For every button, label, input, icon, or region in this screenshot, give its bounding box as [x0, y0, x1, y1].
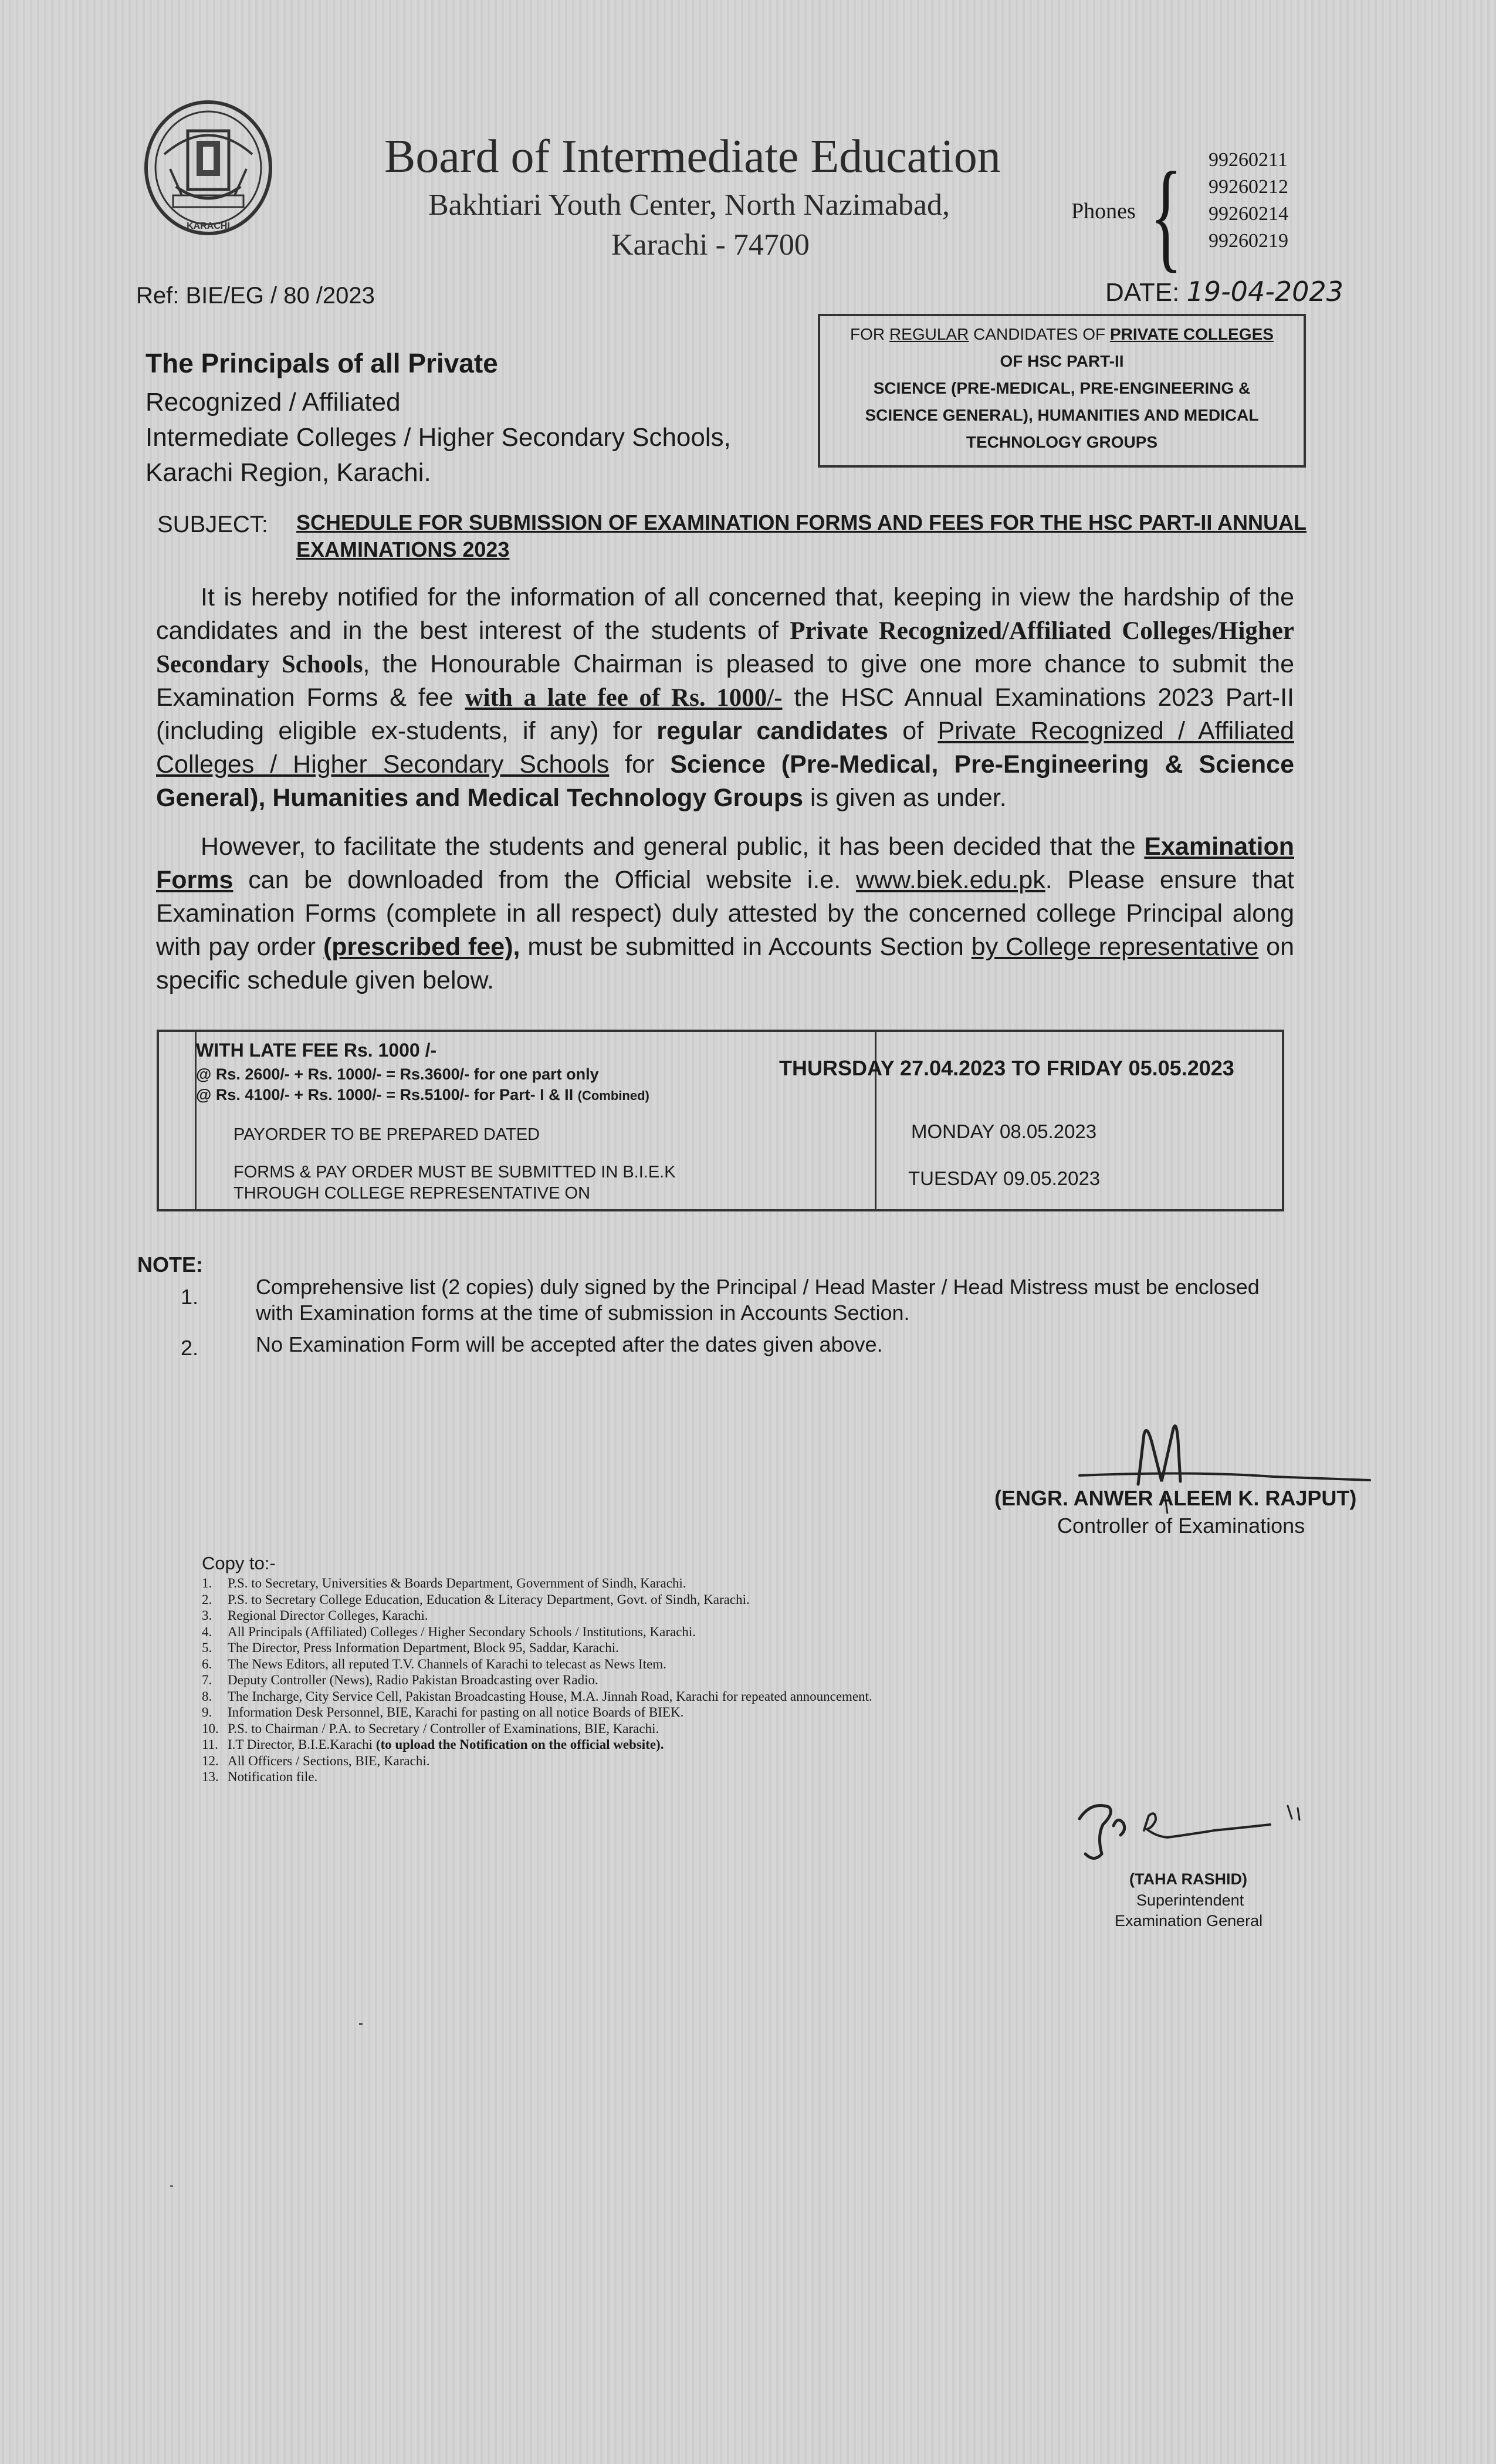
copy-to-item: 11. I.T Director, B.I.E.Karachi (to upload the Notification on the official website). [202, 1737, 664, 1752]
copy-to-item: 12. All Officers / Sections, BIE, Karachi. [202, 1753, 430, 1768]
controller-name: (ENGR. ANWER ALEEM K. RAJPUT) [994, 1486, 1357, 1510]
note-number: 2. [181, 1336, 199, 1360]
address-line-1: Bakhtiari Youth Center, North Nazimabad, [428, 188, 950, 222]
date-label: DATE: [1105, 278, 1180, 307]
phones-label: Phones [1071, 199, 1136, 224]
phones-brace: { [1150, 147, 1183, 283]
subject-label: SUBJECT: [157, 512, 268, 537]
submission-date: TUESDAY 09.05.2023 [908, 1167, 1101, 1189]
candidates-box-line-4: SCIENCE GENERAL), HUMANITIES AND MEDICAL [865, 406, 1259, 424]
scan-speck [359, 2023, 363, 2025]
controller-title: Controller of Examinations [1057, 1514, 1305, 1538]
phone-number: 99260219 [1209, 230, 1288, 252]
late-fee-title: WITH LATE FEE Rs. 1000 /- [196, 1040, 437, 1061]
copy-to-item: 5. The Director, Press Information Department, Block 95, Saddar, Karachi. [202, 1640, 619, 1655]
superintendent-title: Superintendent [1136, 1891, 1244, 1909]
fee-line-one-part: @ Rs. 2600/- + Rs. 1000/- = Rs.3600/- for one part only [196, 1065, 599, 1083]
submission-label: FORMS & PAY ORDER MUST BE SUBMITTED IN B.I.E.K THROUGH COLLEGE REPRESENTATIVE ON [233, 1163, 676, 1203]
candidates-box [818, 314, 1306, 468]
candidates-box-line-5: TECHNOLOGY GROUPS [966, 433, 1158, 451]
copy-to-item: 7. Deputy Controller (News), Radio Pakistan Broadcasting over Radio. [202, 1673, 598, 1687]
date-value-handwritten: 19-04-2023 [1186, 276, 1343, 307]
date-line [1105, 276, 1343, 307]
copy-to-label: Copy to:- [202, 1553, 276, 1573]
superintendent-section: Examination General [1115, 1912, 1263, 1930]
phone-number: 99260214 [1209, 203, 1288, 225]
svg-text:KARACHI: KARACHI [187, 221, 230, 231]
addressee-lines [145, 385, 731, 490]
superintendent-name: (TAHA RASHID) [1129, 1870, 1247, 1888]
copy-to-list [202, 1575, 872, 1785]
copy-to-item: 3. Regional Director Colleges, Karachi. [202, 1608, 428, 1623]
superintendent-signature [1068, 1783, 1326, 1877]
addressee-line: Intermediate Colleges / Higher Secondary Schools, [145, 423, 731, 452]
copy-to-item: 13. Notification file. [202, 1769, 318, 1784]
fee-line-combined: @ Rs. 4100/- + Rs. 1000/- = Rs.5100/- for Part- I & II (Combined) [196, 1086, 649, 1104]
phone-number: 99260212 [1209, 176, 1288, 198]
address-line-2: Karachi - 74700 [611, 228, 810, 262]
website-link[interactable]: www.biek.edu.pk [856, 866, 1045, 894]
addressee-line: Recognized / Affiliated [145, 388, 401, 417]
payorder-date: MONDAY 08.05.2023 [911, 1121, 1097, 1142]
board-logo-seal [141, 99, 276, 245]
copy-to-item: 2. P.S. to Secretary College Education, Education & Literacy Department, Govt. of Sindh, Karachi. [202, 1592, 750, 1607]
copy-to-item: 6. The News Editors, all reputed T.V. Channels of Karachi to telecast as News Item. [202, 1656, 666, 1671]
reference-number: Ref: BIE/EG / 80 /2023 [136, 283, 375, 309]
submission-period: THURSDAY 27.04.2023 TO FRIDAY 05.05.2023 [779, 1056, 1234, 1080]
body-paragraph-1: It is hereby notified for the information of all concerned that, keeping in view the hardship of the candidates and in the best interest of the students of Private Recognized/Affiliated Colleges/Higher Secondary Schools, the Honourable Chairman is pleased to give one more chance to submit the Examination Forms & fee with a late fee of Rs. 1000/- the HSC Annual Examinations 2023 Part-II (including eligible ex-students, if any) for regular candidates of Private Recognized / Affiliated Colleges / Higher Secondary Schools for Science (Pre-Medical, Pre-Engineering & Science General), Humanities and Medical Technology Groups is given as under. [156, 583, 1294, 812]
copy-to-item: 8. The Incharge, City Service Cell, Pakistan Broadcasting House, M.A. Jinnah Road, Karachi for repeated announcement. [202, 1688, 872, 1704]
phone-number: 99260211 [1209, 149, 1288, 171]
phones-list [1209, 147, 1288, 255]
schedule-blank-column [159, 1032, 197, 1209]
copy-to-item: 4. All Principals (Affiliated) Colleges / Higher Secondary Schools / Institutions, Karachi. [202, 1624, 696, 1639]
body-paragraph-2: However, to facilitate the students and general public, it has been decided that the Examination Forms can be downloaded from the Official website i.e. www.biek.edu.pk. Please ensure that Examination Forms (complete in all respect) duly attested by the concerned college Principal along with pay order (prescribed fee), must be submitted in Accounts Section by College representative on specific schedule given below. [156, 832, 1295, 994]
addressee-line: Karachi Region, Karachi. [145, 458, 431, 487]
note-number: 1. [181, 1285, 199, 1309]
addressee-title: The Principals of all Private [145, 348, 498, 378]
candidates-box-line-3: SCIENCE (PRE-MEDICAL, PRE-ENGINEERING & [873, 379, 1251, 397]
subject-text: SCHEDULE FOR SUBMISSION OF EXAMINATION FORMS AND FEES FOR THE HSC PART-II ANNUAL EXAMINATIONS 2023 [296, 510, 1307, 561]
note-label: NOTE: [137, 1253, 203, 1277]
payorder-label: PAYORDER TO BE PREPARED DATED [233, 1125, 540, 1144]
note-item: No Examination Form will be accepted after the dates given above. [256, 1332, 883, 1356]
copy-to-item: 1. P.S. to Secretary, Universities & Boards Department, Government of Sindh, Karachi. [202, 1576, 686, 1590]
scan-speck [170, 2185, 173, 2187]
copy-to-item: 9. Information Desk Personnel, BIE, Karachi for pasting on all notice Boards of BIEK. [202, 1705, 684, 1720]
candidates-box-line-1: FOR REGULAR CANDIDATES OF PRIVATE COLLEGES [850, 325, 1274, 343]
board-name-heading: Board of Intermediate Education [384, 131, 1001, 182]
copy-to-item: 10. P.S. to Chairman / P.A. to Secretary / Controller of Examinations, BIE, Karachi. [202, 1721, 659, 1736]
note-item: Comprehensive list (2 copies) duly signed by the Principal / Head Master / Head Mistress must be enclosed with Examination forms at the time of submission in Accounts Section. [256, 1275, 1260, 1325]
candidates-box-line-2: OF HSC PART-II [1000, 352, 1124, 370]
